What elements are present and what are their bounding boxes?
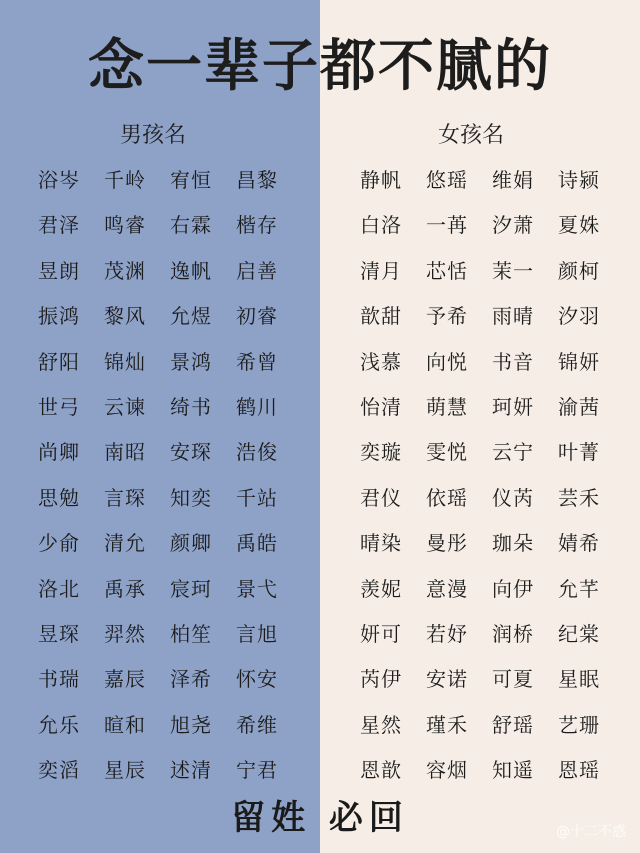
- boys-name-cell: 景弋: [236, 576, 278, 601]
- boys-name-cell: 柏笙: [170, 621, 212, 646]
- girls-name-cell: 羡妮: [360, 576, 402, 601]
- boys-name-cell: 舒阳: [38, 349, 80, 374]
- boys-name-cell: 初睿: [236, 304, 278, 329]
- boys-name-cell: 黎风: [104, 304, 146, 329]
- girls-name-cell: 歆甜: [360, 304, 402, 329]
- boys-name-cell: 羿然: [104, 621, 146, 646]
- girls-name-cell: 夏姝: [558, 213, 600, 238]
- girls-name-cell: 锦妍: [558, 349, 600, 374]
- boys-name-cell: 暄和: [104, 712, 146, 737]
- girls-name-cell: 怡清: [360, 394, 402, 419]
- girls-name-cell: 萌慧: [426, 394, 468, 419]
- boys-name-cell: 清允: [104, 531, 146, 556]
- girls-name-cell: 悠瑶: [426, 168, 468, 192]
- boys-heading: 男孩名: [120, 123, 187, 148]
- boys-name-cell: 启善: [236, 258, 278, 283]
- boys-name-cell: 昌黎: [236, 168, 278, 192]
- boys-name-cell: 颜卿: [170, 531, 212, 556]
- boys-name-cell: 景鸿: [170, 349, 212, 374]
- boys-name-cell: 旭尧: [170, 712, 212, 737]
- boys-name-cell: 少俞: [38, 531, 80, 556]
- girls-name-cell: 妍可: [360, 621, 402, 646]
- girls-heading: 女孩名: [438, 123, 505, 148]
- girls-name-cell: 向悦: [426, 349, 468, 374]
- girls-name-cell: 恩歆: [360, 758, 402, 783]
- girls-name-cell: 可夏: [492, 667, 534, 692]
- girls-name-cell: 汐羽: [558, 304, 600, 329]
- girls-name-cell: 意漫: [426, 576, 468, 601]
- boys-name-cell: 言琛: [104, 485, 146, 510]
- watermark: @十二不惑: [556, 824, 626, 840]
- boys-name-cell: 茂渊: [104, 258, 146, 283]
- boys-name-cell: 千站: [236, 485, 278, 510]
- footer-text: 留姓 必回: [231, 798, 409, 838]
- boys-name-cell: 昱朗: [38, 258, 80, 283]
- boys-name-cell: 述清: [170, 758, 212, 783]
- girls-name-cell: 颜柯: [558, 258, 600, 283]
- girls-name-cell: 芮伊: [360, 667, 402, 692]
- girls-name-cell: 星然: [360, 712, 402, 737]
- girls-name-cell: 诗颍: [558, 168, 600, 192]
- boys-name-cell: 允煜: [170, 304, 212, 329]
- girls-name-cell: 予希: [426, 304, 468, 329]
- boys-name-cell: 希曾: [236, 349, 278, 374]
- girls-name-cell: 舒瑶: [492, 712, 534, 737]
- boys-name-cell: 浴岑: [38, 168, 80, 192]
- boys-name-cell: 昱琛: [38, 621, 80, 646]
- boys-name-cell: 云谏: [104, 394, 146, 419]
- page-title: 念一辈子都不腻的: [88, 33, 552, 99]
- boys-name-cell: 禹承: [104, 576, 146, 601]
- girls-name-cell: 依瑶: [426, 485, 468, 510]
- girls-name-cell: 雯悦: [426, 440, 468, 465]
- boys-name-cell: 知奕: [170, 485, 212, 510]
- boys-name-cell: 禹皓: [236, 531, 278, 556]
- boys-name-cell: 振鸿: [38, 304, 80, 329]
- boys-name-cell: 星辰: [104, 758, 146, 783]
- girls-name-cell: 仪芮: [492, 485, 534, 510]
- boys-name-cell: 世弓: [38, 394, 80, 419]
- girls-name-cell: 珈朵: [492, 531, 534, 556]
- boys-name-cell: 洛北: [38, 576, 80, 601]
- girls-name-cell: 茉一: [492, 258, 534, 283]
- girls-name-cell: 安诺: [426, 667, 468, 692]
- boys-name-cell: 南昭: [104, 440, 146, 465]
- girls-name-cell: 清月: [360, 258, 402, 283]
- girls-name-cell: 曼彤: [426, 531, 468, 556]
- boys-name-cell: 楷存: [236, 213, 278, 238]
- boys-name-cell: 希维: [236, 712, 278, 737]
- girls-name-cell: 一苒: [426, 213, 468, 238]
- boys-name-cell: 怀安: [236, 667, 278, 692]
- boys-name-cell: 允乐: [38, 712, 80, 737]
- girls-name-cell: 汐萧: [492, 213, 534, 238]
- boys-name-cell: 思勉: [38, 485, 80, 510]
- boys-name-cell: 泽希: [170, 667, 212, 692]
- girls-name-cell: 星眠: [558, 667, 600, 692]
- girls-name-cell: 静帆: [360, 168, 402, 192]
- boys-name-cell: 右霖: [170, 213, 212, 238]
- boys-name-cell: 安琛: [170, 440, 212, 465]
- girls-name-cell: 君仪: [360, 485, 402, 510]
- girls-name-cell: 润桥: [492, 621, 534, 646]
- girls-name-cell: 叶菁: [558, 440, 600, 465]
- girls-name-cell: 瑾禾: [426, 712, 468, 737]
- boys-name-cell: 君泽: [38, 213, 80, 238]
- boys-name-cell: 鸣睿: [104, 213, 146, 238]
- girls-name-cell: 晴染: [360, 531, 402, 556]
- girls-name-cell: 珂妍: [492, 394, 534, 419]
- boys-name-cell: 宸珂: [170, 576, 212, 601]
- girls-name-cell: 维娟: [492, 168, 534, 192]
- boys-name-cell: 嘉辰: [104, 667, 146, 692]
- girls-name-cell: 知遥: [492, 758, 534, 783]
- girls-name-grid: [360, 158, 624, 793]
- boys-name-cell: 锦灿: [104, 349, 146, 374]
- boys-name-cell: 浩俊: [236, 440, 278, 465]
- girls-name-cell: 婧希: [558, 531, 600, 556]
- boys-name-cell: 千岭: [104, 168, 146, 192]
- boys-name-cell: 宁君: [236, 758, 278, 783]
- girls-name-cell: 雨晴: [492, 304, 534, 329]
- girls-name-cell: 向伊: [492, 576, 534, 601]
- boys-name-cell: 尚卿: [38, 440, 80, 465]
- boys-name-cell: 宥恒: [170, 168, 212, 192]
- girls-name-cell: 书音: [492, 349, 534, 374]
- girls-name-cell: 云宁: [492, 440, 534, 465]
- boys-name-cell: 书瑞: [38, 667, 80, 692]
- girls-name-cell: 容烟: [426, 758, 468, 783]
- boys-name-cell: 鹤川: [236, 394, 278, 419]
- boys-name-grid: [38, 158, 302, 793]
- girls-name-cell: 芯恬: [426, 258, 468, 283]
- boys-name-cell: 逸帆: [170, 258, 212, 283]
- girls-name-cell: 若妤: [426, 621, 468, 646]
- girls-name-cell: 纪棠: [558, 621, 600, 646]
- boys-name-cell: 绮书: [170, 394, 212, 419]
- girls-name-cell: 白洛: [360, 213, 402, 238]
- girls-name-cell: 浅慕: [360, 349, 402, 374]
- boys-name-cell: 奕滔: [38, 758, 80, 783]
- girls-name-cell: 艺珊: [558, 712, 600, 737]
- girls-name-cell: 允芊: [558, 576, 600, 601]
- girls-name-cell: 恩瑶: [558, 758, 600, 783]
- boys-name-cell: 言旭: [236, 621, 278, 646]
- girls-name-cell: 芸禾: [558, 485, 600, 510]
- girls-name-cell: 渝茜: [558, 394, 600, 419]
- girls-name-cell: 奕璇: [360, 440, 402, 465]
